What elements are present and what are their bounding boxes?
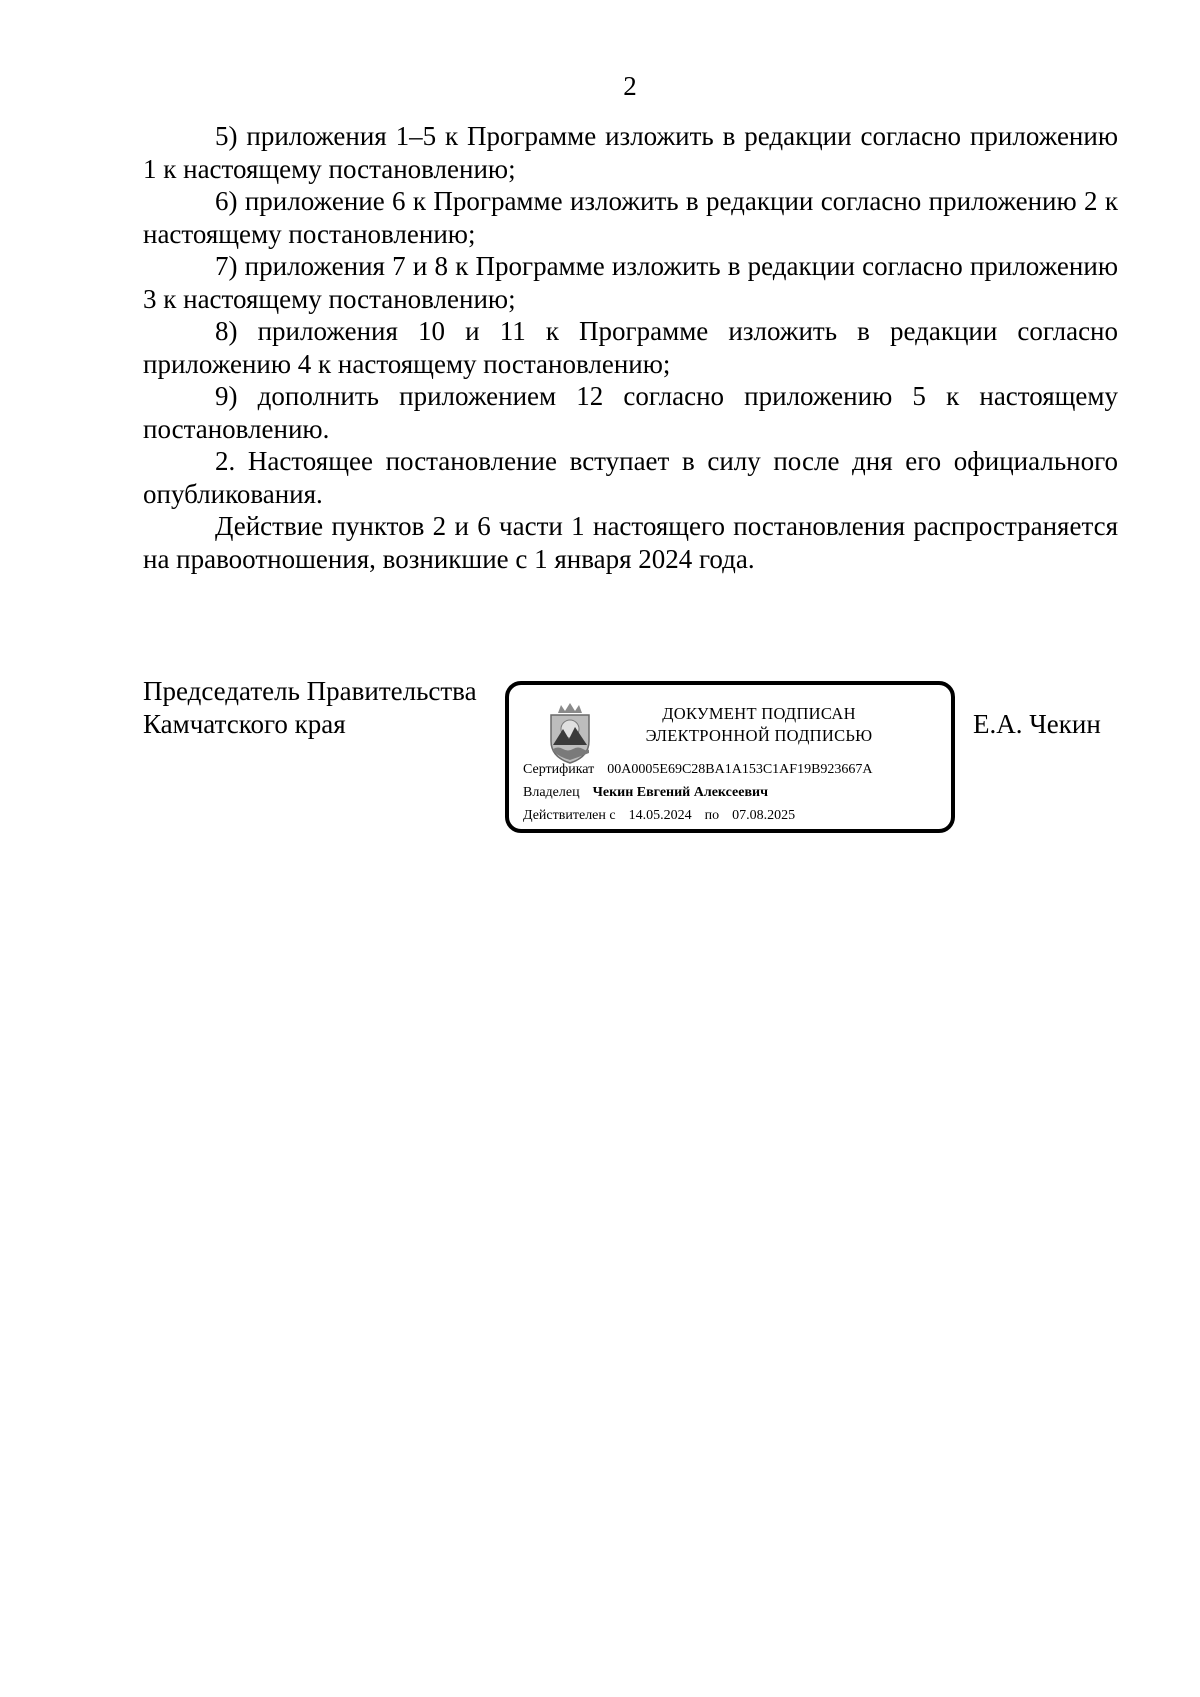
valid-to-label: по <box>704 808 720 823</box>
paragraph-item-6: 6) приложение 6 к Программе изложить в редакции согласно приложению 2 к настоящему постановлению; <box>143 186 1118 249</box>
valid-from: 14.05.2024 <box>628 808 692 823</box>
paragraph-retroactive: Действие пунктов 2 и 6 части 1 настоящего постановления распространяется на правоотношения, возникшие с 1 января 2024 года. <box>143 511 1118 574</box>
signature-block <box>143 675 1118 855</box>
stamp-owner <box>523 784 768 802</box>
owner-label: Владелец <box>523 785 580 800</box>
signer-name: Е.А. Чекин <box>973 709 1101 739</box>
valid-to: 07.08.2025 <box>732 808 796 823</box>
signer-position-line1: Председатель Правительства <box>143 676 477 706</box>
stamp-title-line2: ЭЛЕКТРОННОЙ ПОДПИСЬЮ <box>645 726 873 745</box>
stamp-validity <box>523 807 795 825</box>
document-body <box>143 120 1118 575</box>
certificate-value: 00A0005E69C28BA1A153C1AF19B923667A <box>607 762 873 777</box>
stamp-certificate <box>523 761 873 779</box>
stamp-title <box>599 703 919 747</box>
valid-label: Действителен с <box>523 808 616 823</box>
certificate-label: Сертификат <box>523 762 595 777</box>
paragraph-effective-date: 2. Настоящее постановление вступает в силу после дня его официального опубликования. <box>143 446 1118 509</box>
signer-position-line2: Камчатского края <box>143 709 346 739</box>
stamp-title-line1: ДОКУМЕНТ ПОДПИСАН <box>662 704 856 723</box>
page-number: 2 <box>623 71 637 101</box>
owner-value: Чекин Евгений Алексеевич <box>592 785 768 800</box>
kamchatka-coat-of-arms-icon <box>545 701 595 765</box>
paragraph-item-8: 8) приложения 10 и 11 к Программе изложить в редакции согласно приложению 4 к настоящему постановлению; <box>143 316 1118 379</box>
paragraph-item-5: 5) приложения 1–5 к Программе изложить в редакции согласно приложению 1 к настоящему постановлению; <box>143 121 1118 184</box>
paragraph-item-9: 9) дополнить приложением 12 согласно приложению 5 к настоящему постановлению. <box>143 381 1118 444</box>
electronic-signature-stamp <box>505 681 955 833</box>
signer-position <box>143 675 513 741</box>
paragraph-item-7: 7) приложения 7 и 8 к Программе изложить в редакции согласно приложению 3 к настоящему постановлению; <box>143 251 1118 314</box>
